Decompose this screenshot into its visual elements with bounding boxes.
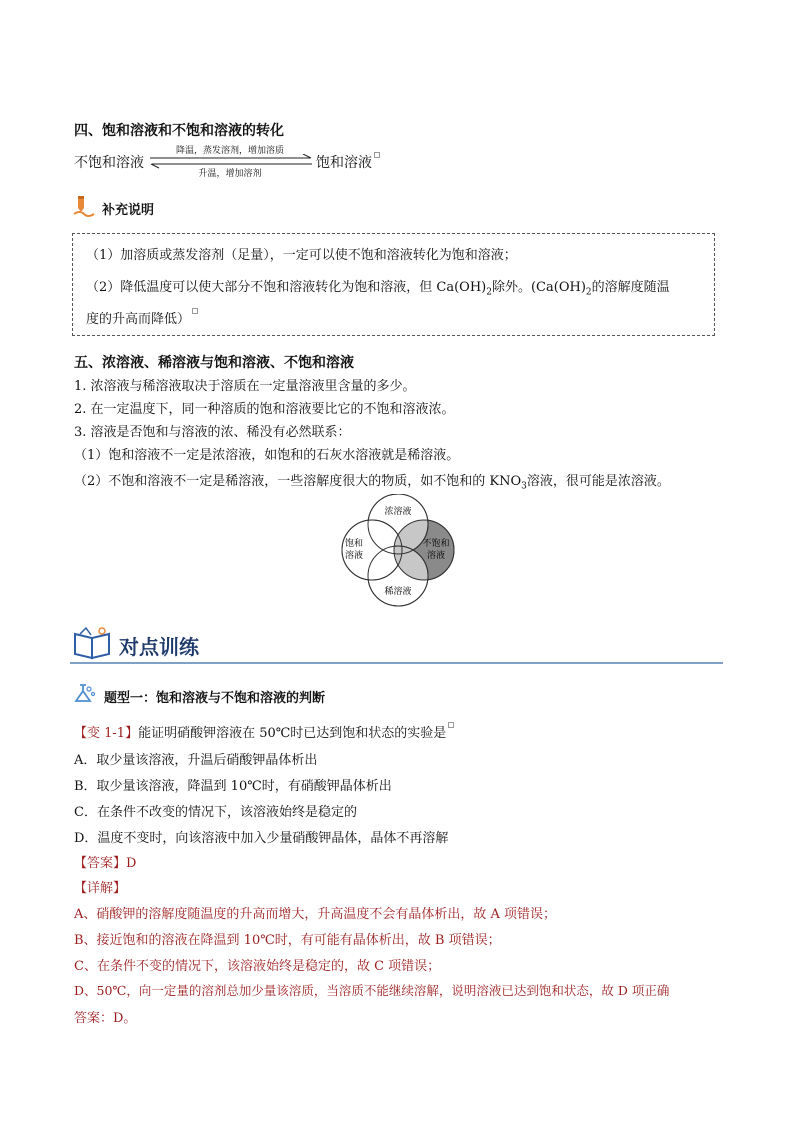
option-d: D．温度不变时，向该溶液中加入少量硝酸钾晶体，晶体不再溶解 [74,831,449,846]
detail-label: 【详解】 [74,881,127,896]
bottom-condition: 升温，增加溶剂 [198,169,262,179]
supplement-line2: （2）降低温度可以使大部分不饱和溶液转化为饱和溶液，但 $Ca(OH)_2$除外。($Ca(OH)_2$的溶解度随温 [86,280,670,298]
saturated-label: 饱和溶液 [316,152,380,172]
answer: 【答案】D [74,856,137,871]
venn-bottom-label: 稀溶液 [384,587,412,597]
supplement-title: 补充说明 [102,203,155,218]
unsaturated-label: 不饱和溶液 [74,155,144,171]
section5-p5: （2）不饱和溶液不一定是稀溶液，一些溶解度很大的物质，如不饱和的 $KNO_3$溶液，很可能是浓溶液。 [74,474,670,492]
detail-line-d: D、50℃，向一定量的溶剂总加少量该溶质，当溶质不能继续溶解，说明溶液已达到饱和状态，故 D 项正确 [74,983,670,998]
training-divider [70,662,723,664]
detail-line-b: B、接近饱和的溶液在降温到 10℃时，有可能有晶体析出，故 B 项错误； [74,933,501,948]
option-b: B．取少量该溶液，降温到 10℃时，有硝酸钾晶体析出 [74,779,392,794]
section5-p2: 2. 在一定温度下，同一种溶质的饱和溶液要比它的不饱和溶液浓。 [74,402,455,417]
option-a: A．取少量该溶液，升温后硝酸钾晶体析出 [74,753,318,768]
option-c: C．在条件不改变的情况下，该溶液始终是稳定的 [74,805,357,820]
detail-line-c: C、在条件不变的情况下，该溶液始终是稳定的，故 C 项错误； [74,959,441,974]
section5-p3: 3. 溶液是否饱和与溶液的浓、稀没有必然联系： [74,425,351,440]
top-condition: 降温，蒸发溶剂，增加溶质 [175,146,284,156]
venn-diagram [336,494,460,610]
detail-conclusion: 答案：D。 [74,1011,137,1026]
venn-left-label-1: 饱和 [344,539,364,549]
venn-top-label: 浓溶液 [384,507,412,517]
supplement-line1: （1）加溶质或蒸发溶剂（足量），一定可以使不饱和溶液转化为饱和溶液； [86,248,517,263]
training-title: 对点训练 [119,635,199,659]
question-type-title: 题型一：饱和溶液与不饱和溶液的判断 [104,691,326,706]
flask-icon [72,683,98,705]
venn-right-label-1: 不饱和 [422,539,450,549]
supplement-line3: 度的升高而降低） [86,308,198,327]
book-icon [72,626,114,660]
venn-left-label-2: 溶液 [344,551,364,561]
question-stem: 【变 1-1】能证明硝酸钾溶液在 50℃时已达到饱和状态的实验是 [74,722,454,741]
section5-title: 五、浓溶液、稀溶液与饱和溶液、不饱和溶液 [74,355,354,371]
detail-line-a: A、硝酸钾的溶解度随温度的升高而增大，升高温度不会有晶体析出，故 A 项错误； [74,907,557,922]
venn-right-label-2: 溶液 [426,551,446,561]
section5-p1: 1. 浓溶液与稀溶液取决于溶质在一定量溶液里含量的多少。 [74,379,416,394]
section5-p4: （1）饱和溶液不一定是浓溶液，如饱和的石灰水溶液就是稀溶液。 [74,448,460,463]
section4-title: 四、饱和溶液和不饱和溶液的转化 [74,123,284,139]
pencil-icon [72,194,96,218]
